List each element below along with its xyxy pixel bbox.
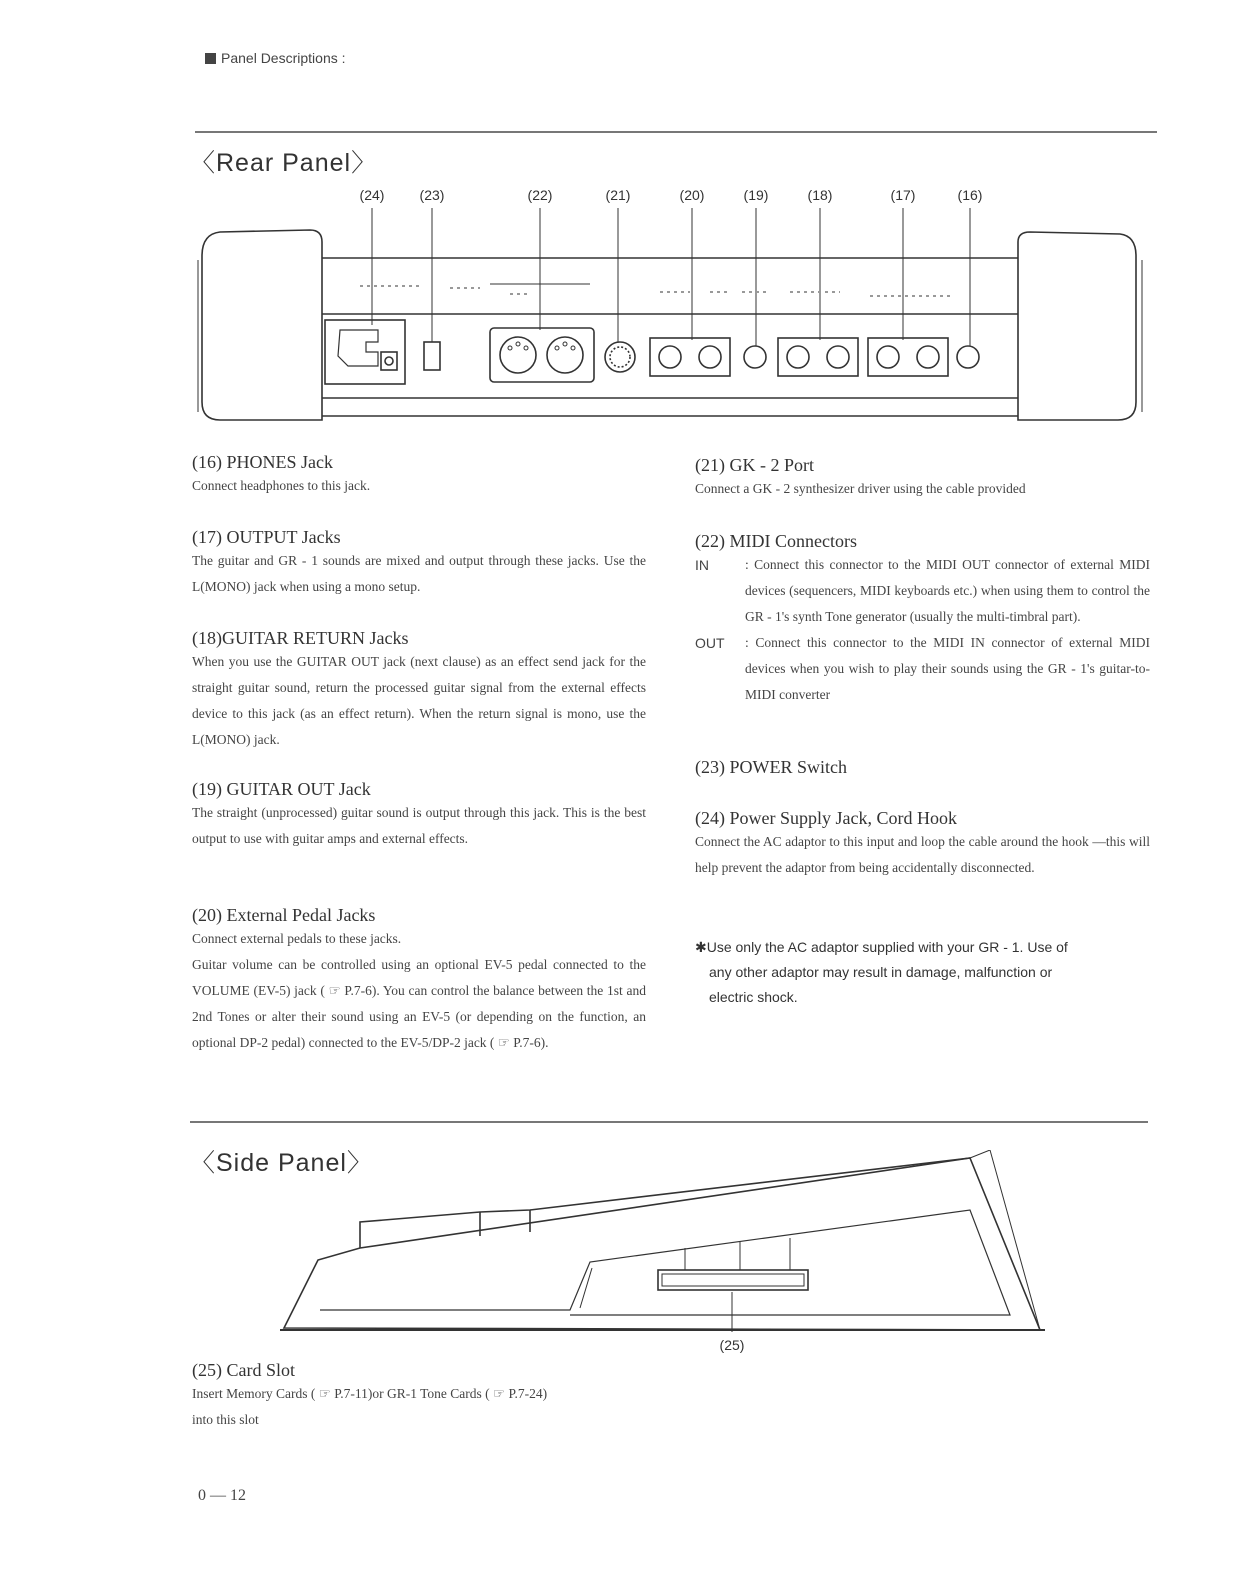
header-square-icon — [205, 53, 216, 64]
body-pedal: Connect external pedals to these jacks. — [192, 931, 402, 946]
desc-power — [695, 757, 1150, 778]
callout-18: (18) — [807, 187, 833, 203]
heading-gk: (21) GK - 2 Port — [695, 455, 814, 475]
heading-guitar-return: (18)GUITAR RETURN Jacks — [192, 628, 409, 648]
desc-supply — [695, 808, 1150, 881]
side-panel-title: 〈Side Panel〉 — [190, 1149, 373, 1177]
midi-in-text: : Connect this connector to the MIDI OUT connector of external MIDI devices (sequencers, MIDI keyboards etc.) when using them to control the GR - 1's synth Tone generator (usually the multi-timbral part). — [745, 557, 1150, 624]
note-line-3: electric shock. — [709, 989, 798, 1005]
header-title: Panel Descriptions : — [221, 50, 346, 66]
heading-supply: (24) Power Supply Jack, Cord Hook — [695, 808, 957, 828]
adaptor-note — [695, 935, 1155, 1010]
note-line-2: any other adaptor may result in damage, malfunction or — [709, 964, 1053, 980]
body-gk: Connect a GK - 2 synthesizer driver using the cable provided — [695, 481, 1026, 496]
midi-in-label: IN — [695, 557, 709, 573]
heading-pedal: (20) External Pedal Jacks — [192, 905, 376, 925]
callout-19: (19) — [743, 187, 769, 203]
body-guitar-out: The straight (unprocessed) guitar sound is output through this jack. This is the best output to use with guitar amps and external effects. — [192, 805, 646, 846]
callout-22: (22) — [527, 187, 553, 203]
side-panel-diagram — [270, 1150, 1050, 1360]
page-header — [205, 50, 346, 66]
body-pedal-2: Guitar volume can be controlled using an optional EV-5 pedal connected to the VOLUME (EV-5) jack ( ☞ P.7-6). You can control the balance between the 1st and 2nd Tones or alter their sound using an EV-5 (or depending on the function, an optional DP-2 pedal) connected to the EV-5/DP-2 jack ( ☞ P.7-6). — [192, 957, 646, 1050]
body-card-slot-2: into this slot — [192, 1412, 259, 1427]
desc-pedal — [192, 905, 646, 1056]
midi-out-row — [695, 630, 1150, 708]
callout-23: (23) — [419, 187, 445, 203]
body-supply: Connect the AC adaptor to this input and loop the cable around the hook —this will help prevent the adaptor from being accidentally disconnected. — [695, 834, 1150, 875]
body-guitar-return: When you use the GUITAR OUT jack (next clause) as an effect send jack for the straight guitar sound, return the processed guitar signal from the external effects device to this jack (as an effect return). When the return signal is mono, use the L(MONO) jack. — [192, 654, 646, 747]
heading-phones: (16) PHONES Jack — [192, 452, 333, 472]
callout-25: (25) — [719, 1337, 745, 1353]
desc-midi — [695, 531, 1150, 708]
callout-17: (17) — [890, 187, 916, 203]
callout-16: (16) — [957, 187, 983, 203]
heading-guitar-out: (19) GUITAR OUT Jack — [192, 779, 371, 799]
heading-card-slot: (25) Card Slot — [192, 1360, 295, 1380]
callout-24: (24) — [359, 187, 385, 203]
desc-phones — [192, 452, 646, 499]
note-line-1: ✱Use only the AC adaptor supplied with your GR - 1. Use of — [695, 939, 1068, 955]
body-card-slot-1: Insert Memory Cards ( ☞ P.7-11)or GR-1 Tone Cards ( ☞ P.7-24) — [192, 1386, 548, 1401]
desc-guitar-out — [192, 779, 646, 852]
heading-midi: (22) MIDI Connectors — [695, 531, 857, 551]
midi-in-row — [695, 552, 1150, 630]
body-output: The guitar and GR - 1 sounds are mixed and output through these jacks. Use the L(MONO) jack when using a mono setup. — [192, 553, 646, 594]
desc-output — [192, 527, 646, 600]
rear-panel-title: 〈Rear Panel〉 — [190, 149, 378, 177]
midi-out-label: OUT — [695, 635, 725, 651]
callout-20: (20) — [679, 187, 705, 203]
callout-21: (21) — [605, 187, 631, 203]
side-panel-rule — [190, 1121, 1148, 1123]
desc-gk — [695, 455, 1150, 502]
heading-output: (17) OUTPUT Jacks — [192, 527, 341, 547]
heading-power: (23) POWER Switch — [695, 757, 847, 777]
desc-card-slot — [192, 1360, 712, 1433]
midi-out-text: : Connect this connector to the MIDI IN connector of external MIDI devices when you wish to play their sounds using the GR - 1's guitar-to-MIDI converter — [745, 635, 1150, 702]
body-phones: Connect headphones to this jack. — [192, 478, 371, 493]
rear-panel-rule — [195, 131, 1157, 133]
desc-guitar-return — [192, 628, 646, 753]
page-number: 0 — 12 — [198, 1487, 246, 1504]
rear-panel-diagram — [190, 180, 1150, 430]
